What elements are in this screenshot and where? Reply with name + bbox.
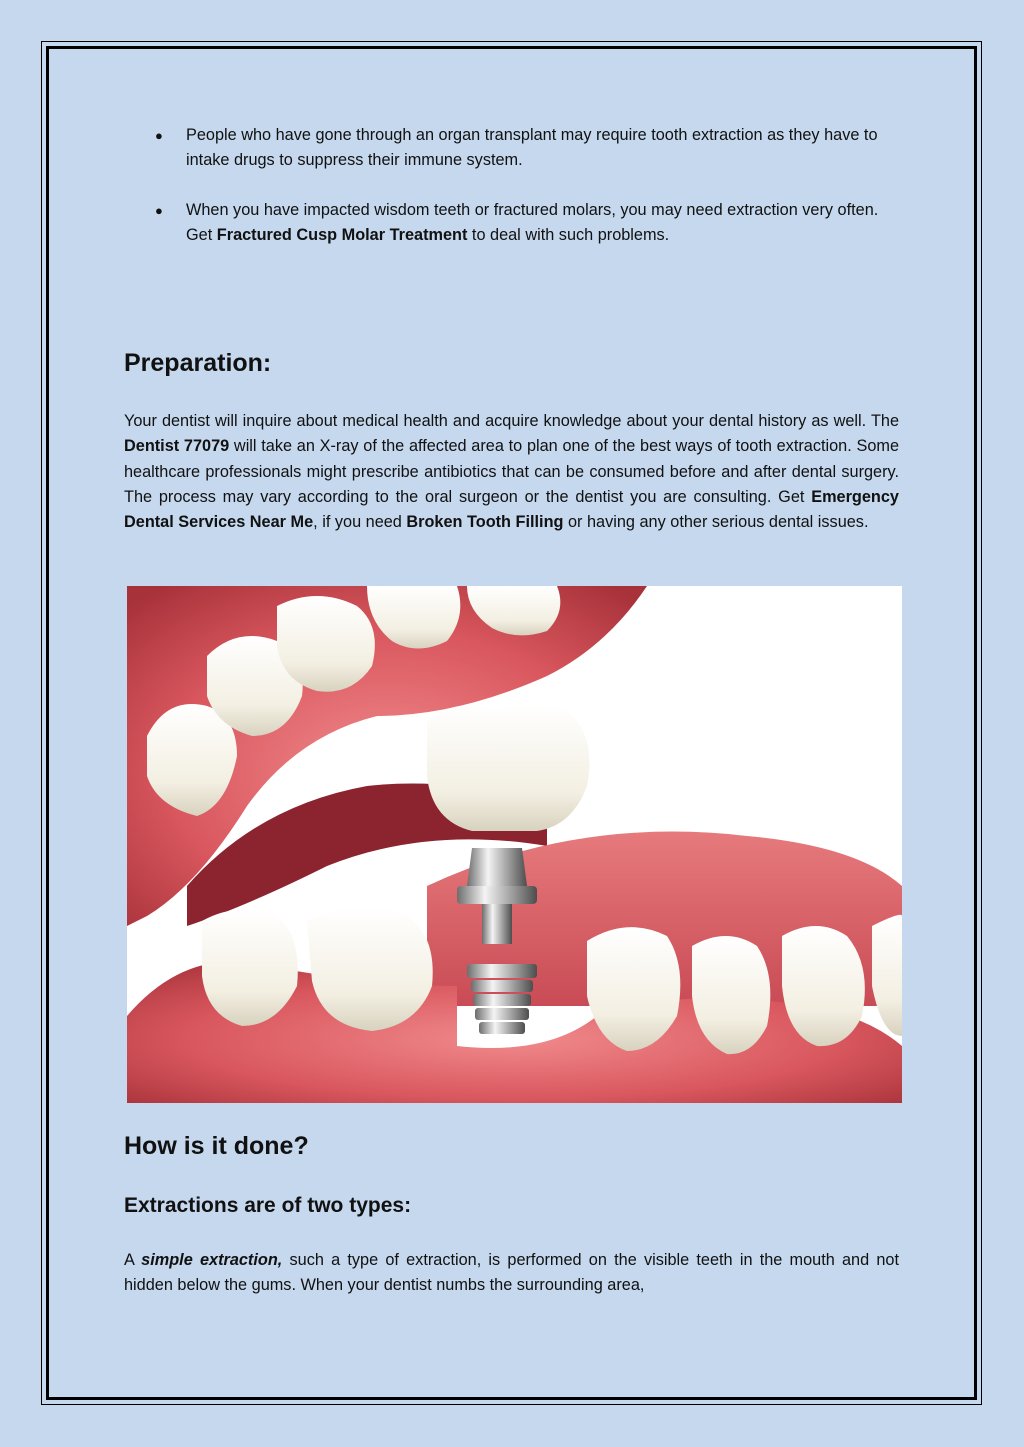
preparation-text-2: will take an X-ray of the affected area to plan one of the best ways of tooth extraction. Some healthcare professionals might prescribe antibiotics that can be consumed before and after dental surgery. The process may vary according to the oral surgeon or the dentist you are consulting. Get: [124, 437, 900, 506]
preparation-text-3: , if you need: [313, 513, 407, 532]
extraction-types-subheading: Extractions are of two types:: [124, 1194, 412, 1217]
bullet-text-after: to deal with such problems.: [467, 226, 670, 244]
dental-implant-image: [127, 586, 902, 1103]
emergency-dental-text: Emergency Dental Services Near Me: [124, 487, 899, 532]
dental-implant-illustration: [127, 586, 902, 1103]
reasons-bullet-list: [155, 123, 900, 273]
dentist-77079-text: Dentist 77079: [124, 437, 230, 456]
bullet-item-wisdom-teeth: [155, 198, 900, 248]
how-heading: How is it done?: [124, 1132, 309, 1160]
preparation-heading: Preparation:: [124, 349, 272, 377]
simple-extraction-text-1: A: [124, 1251, 142, 1269]
bullet-text: People who have gone through an organ transplant may require tooth extraction as they have to intake drugs to suppress their immune system.: [186, 126, 878, 169]
simple-extraction-text-2: such a type of extraction, is performed on the visible teeth in the mouth and not hidden below the gums. When your dentist numbs the surrounding area,: [124, 1251, 899, 1295]
bullet-dot-icon: ●: [155, 128, 163, 143]
bullet-item-transplant: [155, 123, 900, 173]
simple-extraction-paragraph: [124, 1248, 899, 1299]
fractured-cusp-link-text: Fractured Cusp Molar Treatment: [216, 226, 468, 244]
simple-extraction-term: simple extraction,: [141, 1251, 283, 1269]
preparation-text-1: Your dentist will inquire about medical health and acquire knowledge about your dental history as well. The: [124, 412, 899, 430]
bullet-text-before: When you have impacted wisdom teeth or fractured molars, you may need extraction very often. Get: [186, 201, 879, 244]
preparation-text-4: or having any other serious dental issues.: [563, 513, 869, 532]
bullet-dot-icon: ●: [155, 203, 163, 218]
broken-tooth-filling-text: Broken Tooth Filling: [406, 513, 564, 532]
preparation-paragraph: [124, 409, 899, 535]
